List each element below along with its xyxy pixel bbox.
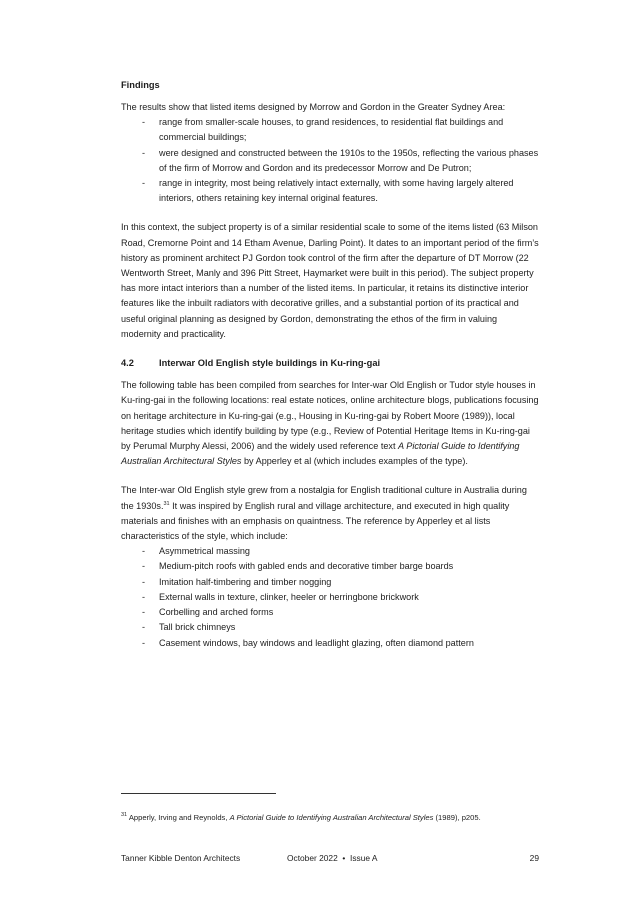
- list-item: [121, 559, 539, 574]
- list-item: [121, 605, 539, 620]
- footer-company: Tanner Kibble Denton Architects: [121, 853, 241, 863]
- list-item-text: Asymmetrical massing: [159, 546, 250, 557]
- style-description-paragraph: [121, 483, 539, 544]
- footnote-reference[interactable]: 31: [163, 500, 170, 507]
- list-item: [121, 575, 539, 590]
- page-content: [121, 78, 539, 651]
- section-title: Interwar Old English style buildings in Ku-ring-gai: [159, 358, 381, 369]
- list-item: [121, 176, 539, 206]
- footer-date: October 2022: [287, 853, 338, 863]
- footnote: [121, 812, 541, 823]
- footnote-reference-title: A Pictorial Guide to Identifying Australian Architectural Styles: [229, 813, 434, 822]
- page-number: 29: [529, 853, 539, 863]
- list-item-text: Medium-pitch roofs with gabled ends and decorative timber barge boards: [159, 561, 454, 572]
- bullet-dash: -: [142, 561, 146, 572]
- footer-separator: •: [342, 853, 346, 863]
- bullet-dash: -: [142, 591, 146, 602]
- footnote-number: 31: [121, 812, 128, 818]
- list-item: [121, 146, 539, 176]
- context-paragraph: In this context, the subject property is of a similar residential scale to some of the items listed (63 Milson Road, Cremorne Point and 14 Etham Avenue, Darling Point). It dates to an important period of the firm’s history as prominent architect PJ Gordon took control of the firm after the departure of DT Morrow (22 Wentworth Street, Manly and 396 Pitt Street, Haymarket were built in this period). The subject property has more intact interiors than a number of the listed items. In particular, it retains its distinctive interior features like the inbuilt radiators with decorative grilles, and a substantial portion of its practical and useful original planning as designed by Gordon, demonstrating the ethos of the firm in valuing modernity and practicality.: [121, 222, 539, 339]
- list-item-text: Tall brick chimneys: [159, 622, 236, 633]
- paragraph-text-end: It was inspired by English rural and village architecture, and executed in high quality materials and finishes with an emphasis on quaintness. The reference by Apperley et al lists characteristics of the style, which include:: [121, 500, 510, 542]
- bullet-dash: -: [142, 607, 146, 618]
- findings-intro: The results show that listed items designed by Morrow and Gordon in the Greater Sydney Area:: [121, 102, 506, 112]
- reference-title: A Pictorial Guide to Identifying Australian Architectural Styles: [121, 441, 520, 467]
- list-item-text: Imitation half-timbering and timber nogging: [159, 576, 332, 587]
- footnote-text-end: (1989), p205.: [433, 813, 481, 822]
- list-item-text: Corbelling and arched forms: [159, 607, 274, 618]
- footnote-text: Apperly, Irving and Reynolds,: [127, 813, 230, 822]
- list-item-text: range in integrity, most being relatively intact externally, with some having largely altered interiors, others retaining key internal original features.: [159, 178, 514, 204]
- paragraph-text-end: by Apperley et al (which includes examples of the type).: [241, 456, 468, 467]
- footnote-divider: [121, 793, 276, 794]
- list-item-text: were designed and constructed between the 1910s to the 1950s, reflecting the various phases of the firm of Morrow and Gordon and its predecessor Morrow and De Putron;: [159, 147, 539, 173]
- section-number: 4.2: [121, 358, 134, 369]
- bullet-dash: -: [142, 576, 146, 587]
- bullet-dash: -: [142, 637, 146, 648]
- bullet-dash: -: [142, 117, 146, 128]
- list-item-text: range from smaller-scale houses, to grand residences, to residential flat buildings and commercial buildings;: [159, 117, 504, 143]
- bullet-dash: -: [142, 147, 146, 158]
- characteristics-list: [121, 544, 539, 650]
- findings-list: [121, 115, 539, 206]
- paragraph-text: The following table has been compiled from searches for Inter-war Old English or Tudor style houses in Ku-ring-gai in the following locations: real estate notices, online architecture blogs, publications focusing on heritage architecture in Ku-ring-gai (e.g., Housing in Ku-ring-gai by Robert Moore (1989)), local heritage studies which identify building by type (e.g., Review of Potential Heritage Items in Ku-ring-gai by Perumal Murphy Alessi, 2006) and the widely used reference text: [121, 380, 539, 452]
- paragraph-text: The Inter-war Old English style grew from a nostalgia for English traditional culture in Australia during the 1930s.: [121, 485, 527, 511]
- table-intro-paragraph: [121, 378, 539, 469]
- list-item-text: External walls in texture, clinker, heeler or herringbone brickwork: [159, 591, 419, 602]
- list-item-text: Casement windows, bay windows and leadlight glazing, often diamond pattern: [159, 637, 474, 648]
- section-heading: [121, 356, 539, 371]
- list-item: [121, 544, 539, 559]
- list-item: [121, 590, 539, 605]
- bullet-dash: -: [142, 178, 146, 189]
- list-item: [121, 620, 539, 635]
- findings-heading: Findings: [121, 80, 160, 90]
- bullet-dash: -: [142, 546, 146, 557]
- footer-date-issue: [287, 852, 377, 864]
- list-item: [121, 636, 539, 651]
- list-item: [121, 115, 539, 145]
- bullet-dash: -: [142, 622, 146, 633]
- footer-issue: Issue A: [350, 853, 378, 863]
